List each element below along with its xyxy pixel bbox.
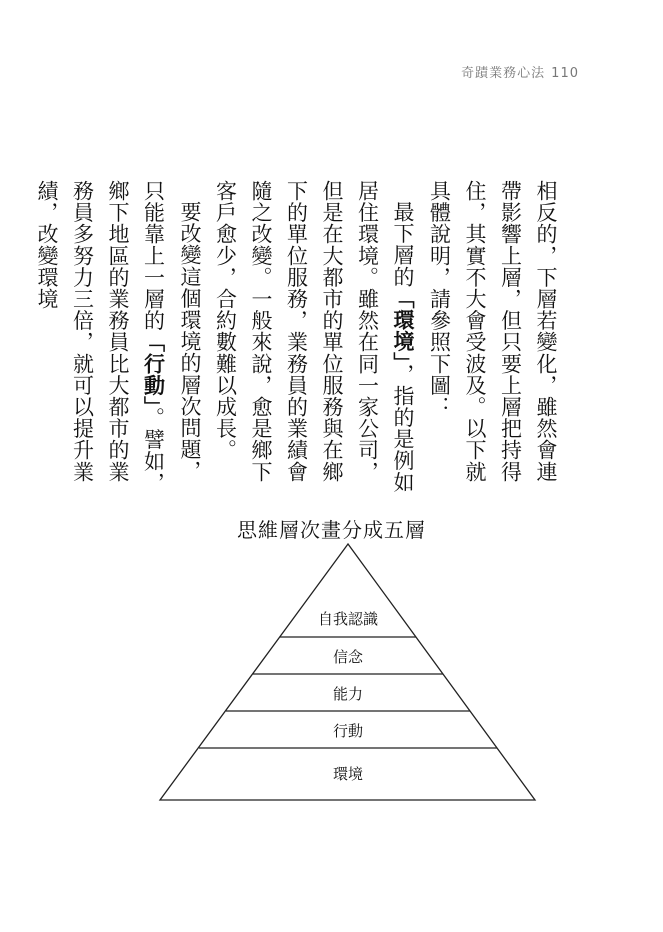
term-action: 「行動」	[141, 331, 167, 408]
book-title: 奇蹟業務心法	[461, 66, 546, 81]
term-environment: 「環境」	[391, 287, 416, 364]
layer-label-action: 行動	[332, 722, 364, 740]
paragraph-2-rest: ，指的是例如居住環境。雖然在同一家公司，但是在大都市的單位服務與在鄉下的單位服務，業務員的業績會隨之改變。一般來說，愈是鄉下客戶愈少，合約數難以成長。	[213, 180, 415, 493]
paragraph-1: 相反的，下層若變化，雖然會連帶影響上層，但只要上層把持得住，其實不大會受波及。以下就具體說明，請參照下圖：	[427, 180, 558, 483]
layer-label-self-awareness: 自我認識	[317, 610, 379, 628]
paragraph-3-start: 要改變這個環境的層次問題，只能靠上一層的	[141, 180, 202, 482]
paragraph-3-rest: 。譬如，鄉下地區的業務員比大都市的業務員多努力三倍，就可以提升業績，改變環境	[35, 180, 166, 494]
layer-label-environment: 環境	[332, 765, 364, 783]
layer-label-belief: 信念	[332, 648, 364, 666]
pyramid-outline	[160, 544, 535, 800]
paragraph-2-start: 最下層的	[391, 201, 415, 288]
page-number: 110	[551, 66, 579, 81]
layer-label-ability: 能力	[332, 685, 364, 703]
diagram-title: 思維層次畫分成五層	[237, 518, 426, 542]
